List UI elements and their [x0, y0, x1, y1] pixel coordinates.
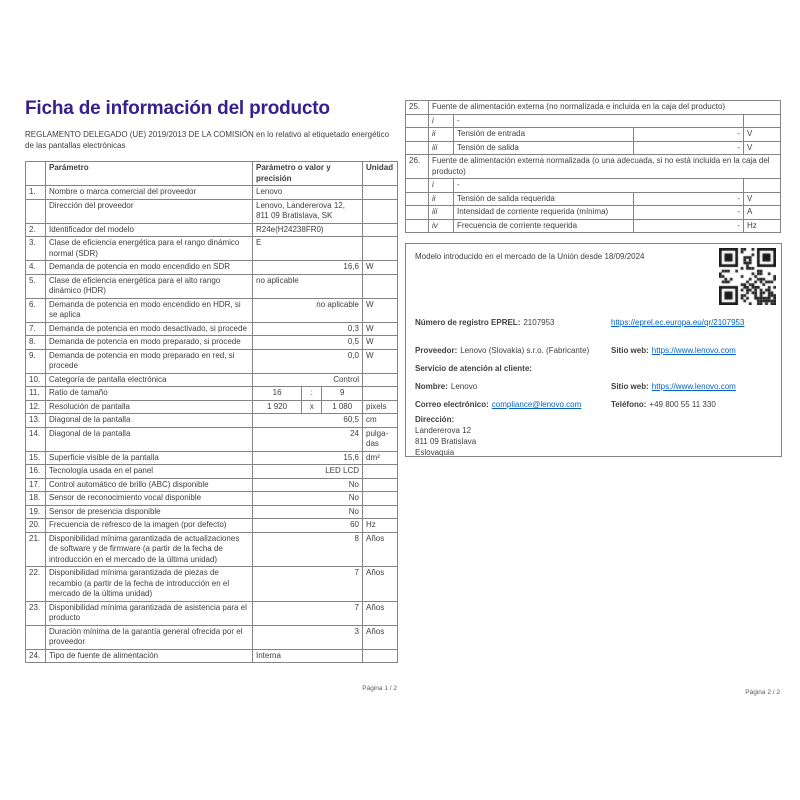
value-cell: Lenovo [253, 186, 363, 200]
parameter-cell: Duración mínima de la garantía general ofrecida por el proveedor [46, 625, 253, 649]
row-number-cell: 22. [26, 567, 46, 602]
row-number-cell [406, 206, 429, 220]
power-supply-table [405, 100, 781, 233]
row-number-cell: 2. [26, 223, 46, 237]
unit-cell [363, 186, 398, 200]
eprel-value: 2107953 [523, 318, 555, 327]
row-number-cell: 3. [26, 237, 46, 261]
table-row [26, 625, 398, 649]
roman-numeral-cell: ii [429, 128, 454, 142]
value-cell: No [253, 492, 363, 506]
parameter-cell: Dirección del proveedor [46, 199, 253, 223]
unit-cell: Años [363, 625, 398, 649]
phone-value: +49 800 55 11 330 [649, 400, 716, 409]
parameter-cell: Frecuencia de corriente requerida [454, 219, 634, 233]
table-row [26, 336, 398, 350]
value-cell: 60,5 [253, 414, 363, 428]
parameter-cell: Demanda de potencia en modo encendido en SDR [46, 261, 253, 275]
unit-cell: W [363, 336, 398, 350]
table-row [406, 206, 781, 220]
value-cell: 0,0 [253, 349, 363, 373]
table-row [26, 261, 398, 275]
parameter-cell: Nombre o marca comercial del proveedor [46, 186, 253, 200]
unit-cell [363, 492, 398, 506]
table-row [26, 387, 398, 401]
value-cell: - [634, 141, 744, 155]
unit-cell [744, 114, 781, 128]
row-number-cell: 14. [26, 427, 46, 451]
value-split-cell [253, 387, 363, 401]
parameter-cell: Disponibilidad mínima garantizada de actualizaciones de software y de firmware (a partir de la fecha de introducción en el mercado de la última unidad) [46, 532, 253, 567]
parameter-cell: Demanda de potencia en modo desactivado, si procede [46, 322, 253, 336]
roman-numeral-cell: iii [429, 206, 454, 220]
supplier-value: Lenovo (Slovakia) s.r.o. (Fabricante) [460, 346, 590, 355]
unit-cell: dm² [363, 451, 398, 465]
unit-cell [363, 649, 398, 663]
market-info-box [405, 243, 782, 457]
unit-cell [363, 373, 398, 387]
unit-cell [363, 387, 398, 401]
page1-footer: Página 1 / 2 [362, 685, 397, 692]
row-number-cell [406, 114, 429, 128]
parameter-cell: Control automático de brillo (ABC) disponible [46, 478, 253, 492]
value-cell: 15,6 [253, 451, 363, 465]
website-link-2[interactable]: https://www.lenovo.com [651, 382, 736, 391]
row-number-cell: 18. [26, 492, 46, 506]
row-number-cell: 1. [26, 186, 46, 200]
header-value: Parámetro o valor y precisión [253, 162, 363, 186]
customer-service-heading [415, 363, 535, 374]
parameter-cell: Disponibilidad mínima garantizada de piezas de recambio (a partir de la fecha de introducción en el mercado de la última unidad) [46, 567, 253, 602]
value-cell: - [634, 128, 744, 142]
roman-numeral-cell: i [429, 114, 454, 128]
parameter-cell: Categoría de pantalla electrónica [46, 373, 253, 387]
address-line: Landererova 12 [415, 426, 472, 435]
roman-numeral-cell: i [429, 179, 454, 193]
website-line-2 [611, 381, 736, 392]
header-parameter: Parámetro [46, 162, 253, 186]
supplier-line [415, 345, 589, 356]
supplier-label: Proveedor: [415, 346, 458, 355]
row-number-cell [406, 141, 429, 155]
table-row [26, 373, 398, 387]
parameter-cell: Disponibilidad mínima garantizada de asistencia para el producto [46, 601, 253, 625]
website-link-1[interactable]: https://www.lenovo.com [651, 346, 736, 355]
value-cell: 7 [253, 601, 363, 625]
unit-cell [363, 237, 398, 261]
table-row [26, 274, 398, 298]
row-number-cell: 6. [26, 298, 46, 322]
unit-cell: cm [363, 414, 398, 428]
value-cell: 7 [253, 567, 363, 602]
value-cell: 60 [253, 519, 363, 533]
roman-numeral-cell: iii [429, 141, 454, 155]
row-number-cell: 15. [26, 451, 46, 465]
parameter-cell: Frecuencia de refresco de la imagen (por defecto) [46, 519, 253, 533]
row-number-cell [406, 179, 429, 193]
table-row [26, 519, 398, 533]
row-number-cell: 12. [26, 400, 46, 414]
table-row [26, 505, 398, 519]
table-row [26, 567, 398, 602]
table-row [406, 141, 781, 155]
value-cell: 16,6 [253, 261, 363, 275]
split-values [253, 387, 362, 400]
value-cell: No [253, 505, 363, 519]
unit-cell: Años [363, 567, 398, 602]
unit-cell [363, 505, 398, 519]
parameter-cell: Sensor de reconocimiento vocal disponible [46, 492, 253, 506]
product-parameters-table [25, 161, 398, 663]
eprel-label: Número de registro EPREL: [415, 318, 521, 327]
unit-cell: W [363, 349, 398, 373]
row-number-cell: 23. [26, 601, 46, 625]
value-cell: 8 [253, 532, 363, 567]
parameter-cell: Ratio de tamaño [46, 387, 253, 401]
parameter-cell: Demanda de potencia en modo preparado en red, si procede [46, 349, 253, 373]
value-cell: - [634, 206, 744, 220]
email-line [415, 399, 581, 410]
unit-cell: V [744, 192, 781, 206]
table-row [406, 128, 781, 142]
value-cell: Lenovo, Landererova 12, 811 09 Bratislava, SK [253, 199, 363, 223]
unit-cell: Hz [363, 519, 398, 533]
row-number-cell: 7. [26, 322, 46, 336]
unit-cell [363, 465, 398, 479]
phone-line [611, 399, 716, 410]
unit-cell: W [363, 298, 398, 322]
parameter-cell: Tensión de salida requerida [454, 192, 634, 206]
parameter-cell: Clase de eficiencia energética para el rango dinámico normal (SDR) [46, 237, 253, 261]
value-cell: 0,5 [253, 336, 363, 350]
table-row [26, 349, 398, 373]
unit-cell: V [744, 128, 781, 142]
eprel-link-wrap [611, 317, 777, 328]
unit-cell [363, 199, 398, 223]
row-number-cell: 19. [26, 505, 46, 519]
parameter-cell: Sensor de presencia disponible [46, 505, 253, 519]
value-cell: no aplicable [253, 274, 363, 298]
address-label: Dirección: [415, 415, 455, 424]
table-row [26, 478, 398, 492]
split-values [253, 401, 362, 414]
unit-cell: A [744, 206, 781, 220]
table-row [26, 199, 398, 223]
table-row [26, 427, 398, 451]
table-row [26, 223, 398, 237]
parameter-cell: Demanda de potencia en modo preparado, si procede [46, 336, 253, 350]
value-cell: E [253, 237, 363, 261]
unit-cell: Años [363, 601, 398, 625]
row-number-cell [26, 625, 46, 649]
row-number-cell [26, 199, 46, 223]
unit-cell: V [744, 141, 781, 155]
row-number-cell: 9. [26, 349, 46, 373]
parameter-cell: Tecnología usada en el panel [46, 465, 253, 479]
regulation-subtitle: REGLAMENTO DELEGADO (UE) 2019/2013 DE LA COMISIÓN en lo relativo al etiquetado energético de las pantallas electrónicas [25, 130, 390, 150]
value-cell: Interna [253, 649, 363, 663]
split-value: : [301, 387, 322, 400]
address-block [415, 414, 476, 458]
value-cell: 3 [253, 625, 363, 649]
website-label-1: Sitio web: [611, 346, 649, 355]
row-number-cell: 17. [26, 478, 46, 492]
value-cell: R24e(H24238FR0) [253, 223, 363, 237]
unit-cell: W [363, 261, 398, 275]
address-line: 811 09 Bratislava [415, 437, 477, 446]
section-title-cell: Fuente de alimentación externa (no normalizada e incluida en la caja del producto) [429, 101, 781, 115]
row-number-cell: 25. [406, 101, 429, 115]
value-cell: 24 [253, 427, 363, 451]
table-row [26, 400, 398, 414]
parameter-cell: Diagonal de la pantalla [46, 414, 253, 428]
table-row [26, 532, 398, 567]
parameter-cell: Tensión de salida [454, 141, 634, 155]
service-name-value: Lenovo [450, 382, 478, 391]
value-cell: 0,3 [253, 322, 363, 336]
service-name-label: Nombre: [415, 382, 448, 391]
parameter-cell: Diagonal de la pantalla [46, 427, 253, 451]
header-number-cell [26, 162, 46, 186]
row-number-cell [406, 192, 429, 206]
table-row [406, 114, 781, 128]
unit-cell: W [363, 322, 398, 336]
value-cell: - [634, 219, 744, 233]
roman-numeral-cell: iv [429, 219, 454, 233]
row-number-cell: 8. [26, 336, 46, 350]
parameter-cell: Demanda de potencia en modo encendido en HDR, si se aplica [46, 298, 253, 322]
row-number-cell: 20. [26, 519, 46, 533]
table-row [406, 179, 781, 193]
split-value: 1 920 [267, 401, 288, 411]
phone-label: Teléfono: [611, 400, 647, 409]
value-cell: LED LCD [253, 465, 363, 479]
eprel-link[interactable]: https://eprel.ec.europa.eu/qr/2107953 [611, 318, 745, 327]
value-cell: No [253, 478, 363, 492]
value-split-cell [253, 400, 363, 414]
row-number-cell: 13. [26, 414, 46, 428]
customer-service-label: Servicio de atención al cliente: [415, 364, 532, 373]
parameter-cell: Identificador del modelo [46, 223, 253, 237]
value-cell: Control [253, 373, 363, 387]
table-row [406, 192, 781, 206]
unit-cell: pixels [363, 400, 398, 414]
roman-numeral-cell: ii [429, 192, 454, 206]
row-number-cell: 5. [26, 274, 46, 298]
unit-cell [744, 179, 781, 193]
email-link[interactable]: compliance@lenovo.com [491, 400, 582, 409]
page2-footer: Página 2 / 2 [745, 689, 780, 696]
split-value: 1 080 [332, 401, 353, 411]
section-title-cell: Fuente de alimentación externa normalizada (o una adecuada, si no está incluida en la caja del producto) [429, 155, 781, 179]
qr-code [719, 248, 776, 305]
table-row [406, 219, 781, 233]
table-row [26, 322, 398, 336]
table-row [26, 601, 398, 625]
parameter-cell: Resolución de pantalla [46, 400, 253, 414]
table-row [26, 186, 398, 200]
unit-cell: Hz [744, 219, 781, 233]
table-row [26, 298, 398, 322]
row-number-cell: 10. [26, 373, 46, 387]
eprel-registration [415, 317, 555, 328]
row-number-cell: 21. [26, 532, 46, 567]
table-row [26, 465, 398, 479]
email-label: Correo electrónico: [415, 400, 489, 409]
row-number-cell: 4. [26, 261, 46, 275]
split-value: 9 [339, 388, 345, 397]
unit-cell [363, 274, 398, 298]
parameter-cell: - [454, 114, 744, 128]
unit-cell [363, 223, 398, 237]
row-number-cell: 16. [26, 465, 46, 479]
section-title-row [406, 155, 781, 179]
parameter-cell: Intensidad de corriente requerida (mínima) [454, 206, 634, 220]
split-value: 16 [272, 388, 282, 397]
table-row [26, 451, 398, 465]
table-row [26, 237, 398, 261]
table-row [26, 492, 398, 506]
unit-cell: pulga-das [363, 427, 398, 451]
parameter-cell: - [454, 179, 744, 193]
split-value: x [301, 401, 322, 414]
unit-cell: Años [363, 532, 398, 567]
address-line: Eslovaquia [415, 448, 455, 457]
row-number-cell: 11. [26, 387, 46, 401]
row-number-cell: 26. [406, 155, 429, 179]
parameter-cell: Clase de eficiencia energética para el alto rango dinámico (HDR) [46, 274, 253, 298]
table-row [26, 649, 398, 663]
parameter-cell: Tipo de fuente de alimentación [46, 649, 253, 663]
unit-cell [363, 478, 398, 492]
page-title: Ficha de información del producto [25, 98, 330, 119]
market-introduction-line: Modelo introducido en el mercado de la Unión desde 18/09/2024 [415, 252, 645, 261]
row-number-cell: 24. [26, 649, 46, 663]
value-cell: no aplicable [253, 298, 363, 322]
website-label-2: Sitio web: [611, 382, 649, 391]
section-title-row [406, 101, 781, 115]
table-row [26, 414, 398, 428]
row-number-cell [406, 128, 429, 142]
row-number-cell [406, 219, 429, 233]
parameter-cell: Tensión de entrada [454, 128, 634, 142]
table-header-row [26, 162, 398, 186]
service-name-line [415, 381, 477, 392]
header-unit: Unidad [363, 162, 398, 186]
value-cell: - [634, 192, 744, 206]
parameter-cell: Superficie visible de la pantalla [46, 451, 253, 465]
website-line-1 [611, 345, 736, 356]
